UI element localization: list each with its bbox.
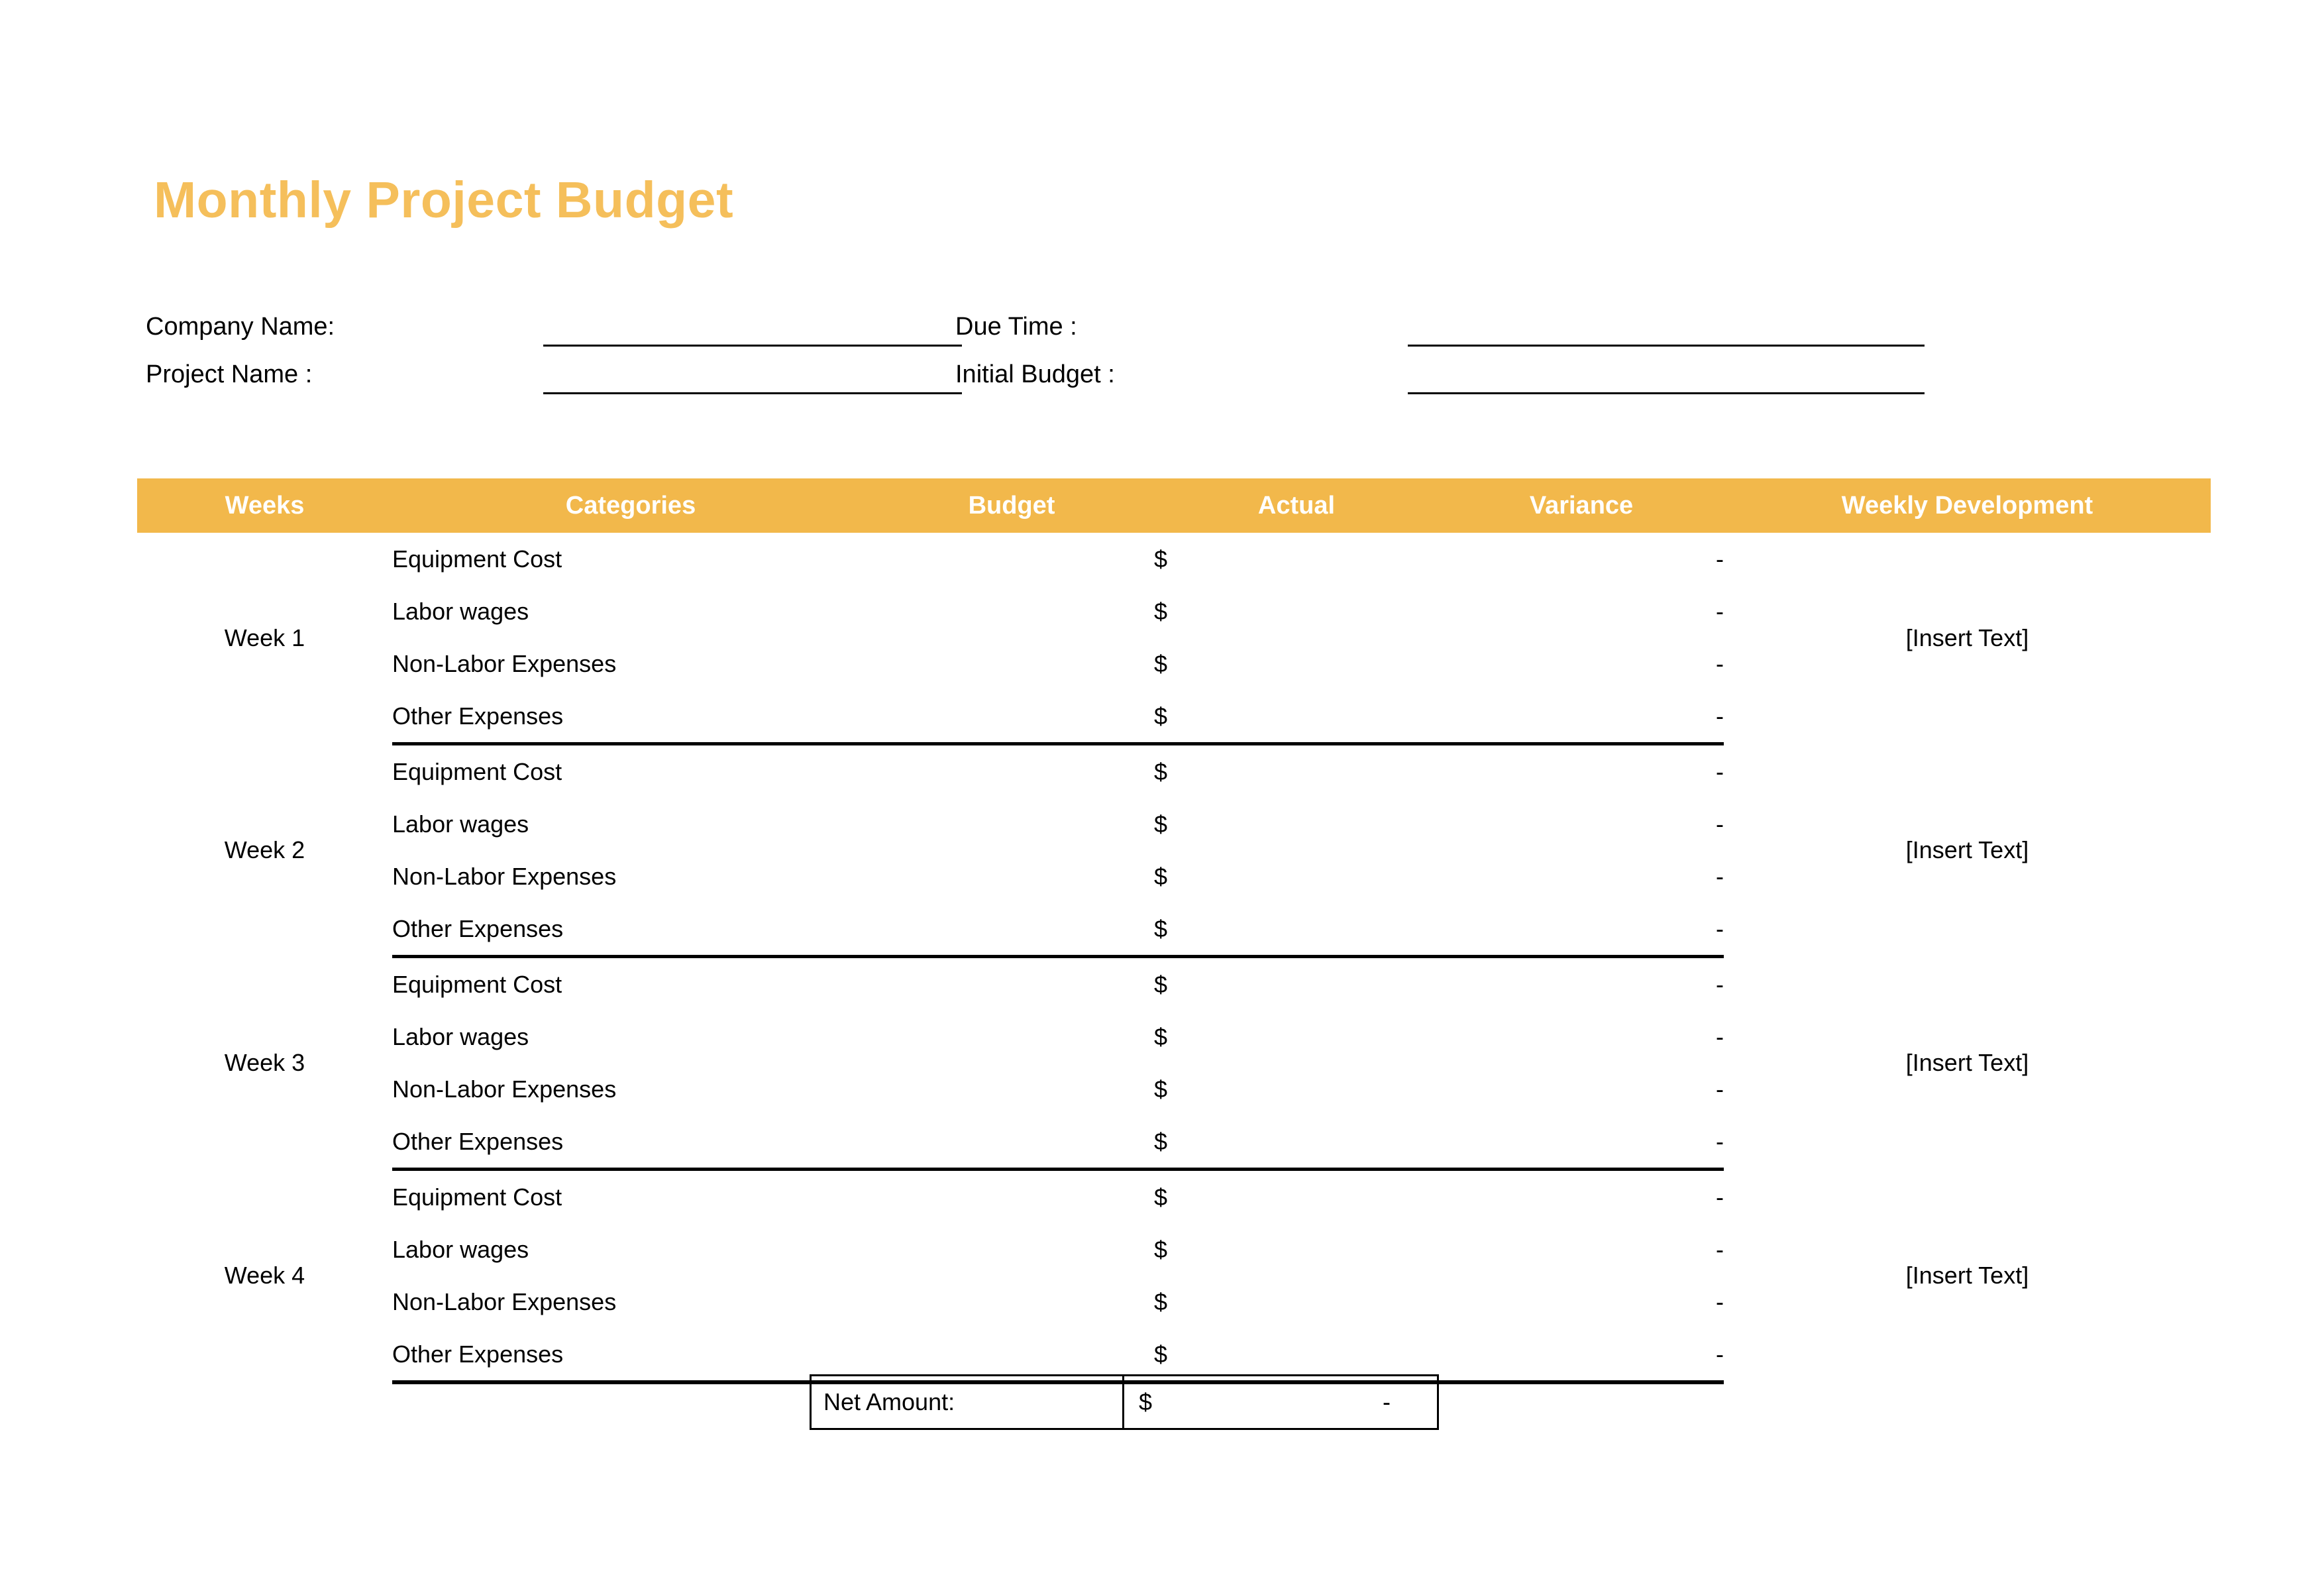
variance-cell: - xyxy=(1716,810,1724,838)
net-amount-box xyxy=(810,1374,1439,1430)
header-variance: Variance xyxy=(1439,478,1724,533)
category-cell: Other Expenses xyxy=(392,1115,869,1170)
actual-cell[interactable]: $ xyxy=(1154,1288,1168,1315)
actual-cell[interactable]: $ xyxy=(1154,1328,1439,1382)
due-time-field[interactable] xyxy=(1408,345,1925,347)
actual-cell[interactable]: $ xyxy=(1154,545,1168,573)
project-name-label: Project Name : xyxy=(146,360,313,388)
variance-cell: - xyxy=(1716,862,1724,890)
budget-cell[interactable] xyxy=(869,903,1154,957)
budget-cell[interactable] xyxy=(869,1170,1154,1224)
budget-table-container xyxy=(137,478,2211,1384)
variance-cell: - xyxy=(1439,1115,1724,1170)
budget-cell[interactable] xyxy=(869,957,1154,1011)
initial-budget-label: Initial Budget : xyxy=(955,360,1115,388)
actual-cell[interactable]: $ xyxy=(1154,649,1168,677)
category-cell: Non-Labor Expenses xyxy=(392,649,617,677)
category-cell: Labor wages xyxy=(392,597,529,625)
net-amount-currency: $ xyxy=(1139,1388,1153,1415)
category-cell: Equipment Cost xyxy=(392,1183,562,1211)
category-cell: Labor wages xyxy=(392,1235,529,1263)
table-row xyxy=(137,744,2211,798)
category-cell: Non-Labor Expenses xyxy=(392,1288,617,1315)
budget-table-body xyxy=(137,533,2211,1382)
actual-cell[interactable]: $ xyxy=(1154,1235,1168,1263)
actual-cell[interactable]: $ xyxy=(1154,690,1439,744)
actual-cell[interactable]: $ xyxy=(1154,810,1168,838)
week-label-2: Week 2 xyxy=(224,836,305,863)
budget-cell[interactable] xyxy=(869,850,1154,903)
header-actual: Actual xyxy=(1154,478,1439,533)
initial-budget-field[interactable] xyxy=(1408,392,1925,394)
category-cell: Other Expenses xyxy=(392,690,869,744)
category-cell: Other Expenses xyxy=(392,1328,869,1382)
budget-cell[interactable] xyxy=(869,1223,1154,1276)
table-row xyxy=(137,533,2211,585)
category-cell: Other Expenses xyxy=(392,903,869,957)
variance-cell: - xyxy=(1716,1235,1724,1263)
variance-cell: - xyxy=(1716,597,1724,625)
net-amount-label: Net Amount: xyxy=(812,1376,1124,1428)
variance-cell: - xyxy=(1716,1075,1724,1103)
company-name-field[interactable] xyxy=(543,345,962,347)
header-weekly-development: Weekly Development xyxy=(1724,478,2211,533)
page-title: Monthly Project Budget xyxy=(154,172,734,229)
budget-cell[interactable] xyxy=(869,1063,1154,1115)
table-header-row xyxy=(137,478,2211,533)
net-amount-number: - xyxy=(1383,1388,1391,1415)
category-cell: Non-Labor Expenses xyxy=(392,862,617,890)
variance-cell: - xyxy=(1716,649,1724,677)
actual-cell[interactable]: $ xyxy=(1154,757,1168,785)
weekly-development-cell[interactable]: [Insert Text] xyxy=(1905,1262,2029,1289)
week-label-3: Week 3 xyxy=(224,1049,305,1076)
weekly-development-cell[interactable]: [Insert Text] xyxy=(1905,624,2029,652)
variance-cell: - xyxy=(1716,1022,1724,1050)
variance-cell: - xyxy=(1439,690,1724,744)
actual-cell[interactable]: $ xyxy=(1154,862,1168,890)
actual-cell[interactable]: $ xyxy=(1154,1022,1168,1050)
due-time-label: Due Time : xyxy=(955,313,1077,341)
variance-cell: - xyxy=(1716,545,1724,573)
actual-cell[interactable]: $ xyxy=(1154,970,1168,998)
actual-cell[interactable]: $ xyxy=(1154,597,1168,625)
budget-cell[interactable] xyxy=(869,533,1154,585)
budget-cell[interactable] xyxy=(869,744,1154,798)
budget-cell[interactable] xyxy=(869,1115,1154,1170)
company-name-label: Company Name: xyxy=(146,313,335,341)
net-amount-value[interactable] xyxy=(1124,1376,1437,1428)
category-cell: Equipment Cost xyxy=(392,545,562,573)
budget-table xyxy=(137,478,2211,1384)
week-label-4: Week 4 xyxy=(224,1262,305,1289)
variance-cell: - xyxy=(1716,1183,1724,1211)
table-row xyxy=(137,1170,2211,1224)
variance-cell: - xyxy=(1439,903,1724,957)
variance-cell: - xyxy=(1716,1288,1724,1315)
budget-cell[interactable] xyxy=(869,798,1154,850)
weekly-development-cell[interactable]: [Insert Text] xyxy=(1905,836,2029,863)
budget-cell[interactable] xyxy=(869,1276,1154,1328)
budget-cell[interactable] xyxy=(869,637,1154,690)
week-label-1: Week 1 xyxy=(224,624,305,652)
project-name-field[interactable] xyxy=(543,392,962,394)
actual-cell[interactable]: $ xyxy=(1154,1183,1168,1211)
category-cell: Non-Labor Expenses xyxy=(392,1075,617,1103)
table-row xyxy=(137,957,2211,1011)
category-cell: Labor wages xyxy=(392,810,529,838)
category-cell: Equipment Cost xyxy=(392,970,562,998)
actual-cell[interactable]: $ xyxy=(1154,1075,1168,1103)
category-cell: Labor wages xyxy=(392,1022,529,1050)
header-budget: Budget xyxy=(869,478,1154,533)
header-weeks: Weeks xyxy=(137,478,392,533)
variance-cell: - xyxy=(1716,757,1724,785)
budget-cell[interactable] xyxy=(869,690,1154,744)
category-cell: Equipment Cost xyxy=(392,757,562,785)
variance-cell: - xyxy=(1716,970,1724,998)
weekly-development-cell[interactable]: [Insert Text] xyxy=(1905,1049,2029,1076)
project-info-block xyxy=(146,303,1842,396)
budget-cell[interactable] xyxy=(869,1011,1154,1063)
header-categories: Categories xyxy=(392,478,869,533)
variance-cell: - xyxy=(1439,1328,1724,1382)
actual-cell[interactable]: $ xyxy=(1154,903,1439,957)
budget-cell[interactable] xyxy=(869,585,1154,637)
actual-cell[interactable]: $ xyxy=(1154,1115,1439,1170)
